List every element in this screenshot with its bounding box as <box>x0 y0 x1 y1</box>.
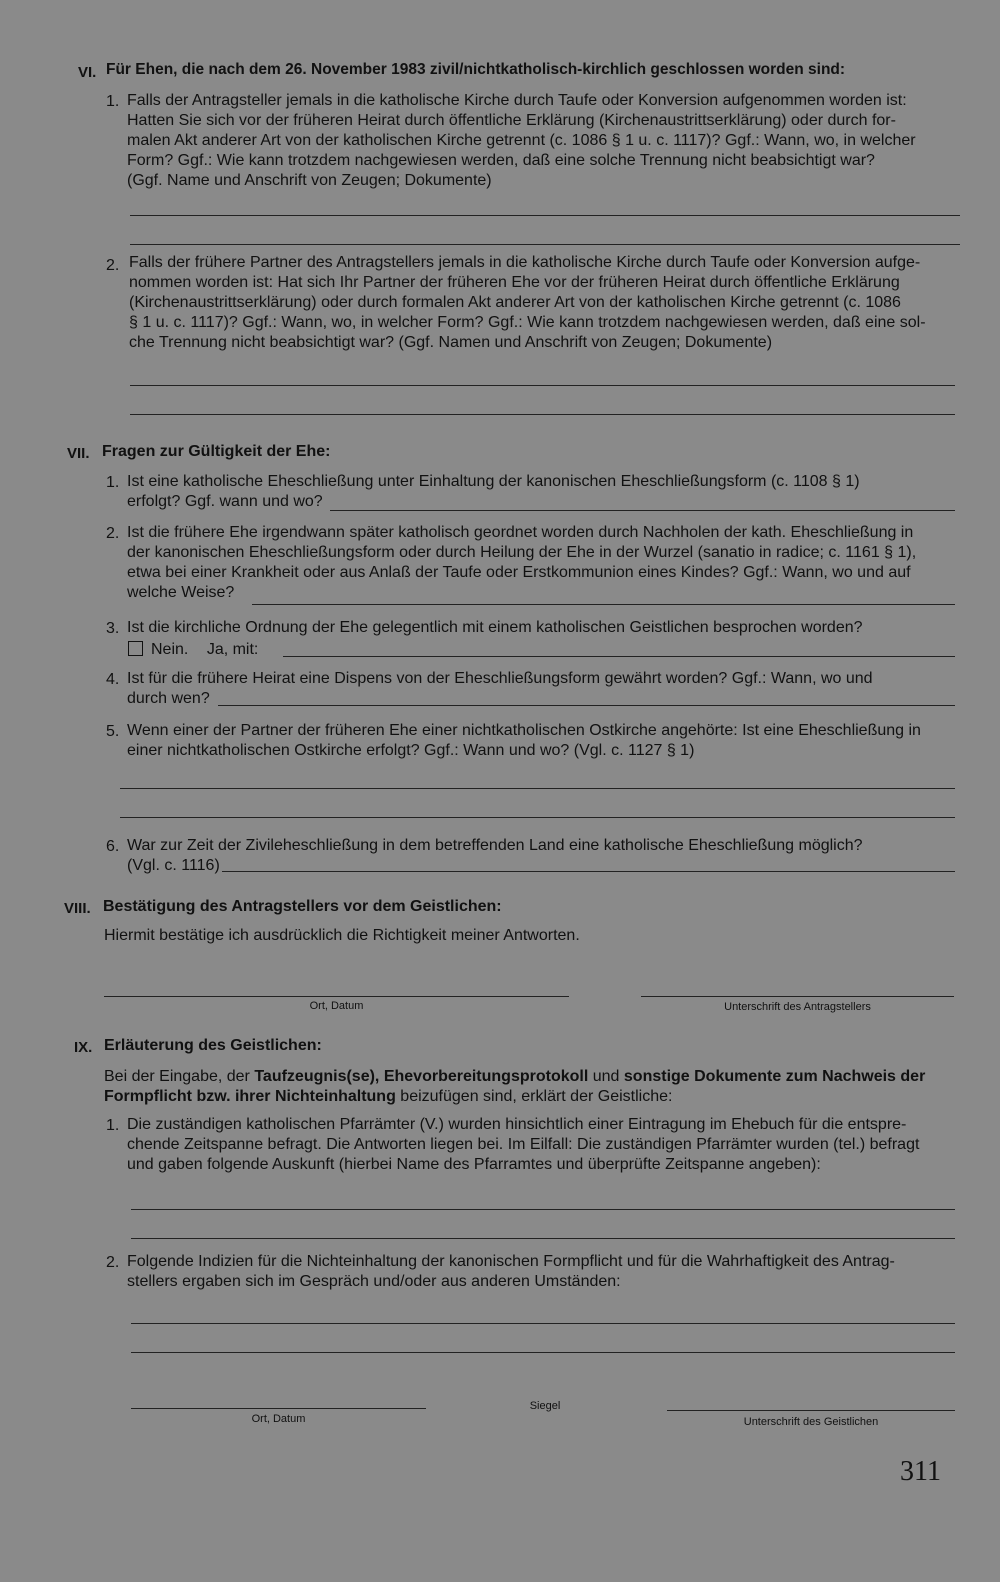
section-ix-item2-text <box>127 1252 962 1292</box>
section-vi-item2-question <box>129 253 964 353</box>
section-vii-item5-question <box>127 721 962 761</box>
answer-line[interactable] <box>330 510 955 511</box>
section-vii-item3-question: Ist die kirchliche Ordnung der Ehe gelegentlich mit einem katholischen Geistlichen besprochen worden? <box>127 619 863 636</box>
intro-bold-text: Formpflicht bzw. ihrer Nichteinhaltung <box>104 1088 396 1105</box>
question-line: nommen worden ist: Hat sich Ihr Partner der früheren Ehe vor der früheren Heirat durch öffentliche Erklärung <box>129 274 900 291</box>
section-vii-item1-question <box>127 472 962 512</box>
question-line: (Vgl. c. 1116) <box>127 857 220 874</box>
question-line: Falls der frühere Partner des Antragstellers jemals in die katholische Kirche durch Taufe oder Konversion aufge- <box>129 254 921 271</box>
section-vii-item1-number: 1. <box>106 474 120 491</box>
answer-line[interactable] <box>130 244 960 245</box>
question-line: Hatten Sie sich vor der früheren Heirat durch öffentliche Erklärung (Kirchenaustrittserklärung) oder durch for- <box>127 112 896 129</box>
question-line: Die zuständigen katholischen Pfarrämter (V.) wurden hinsichtlich einer Eintragung im Ehebuch für die entspre- <box>127 1116 907 1133</box>
question-line: welche Weise? <box>127 584 235 601</box>
section-ix-item2-number: 2. <box>106 1254 120 1271</box>
place-date-label: Ort, Datum <box>251 1413 306 1425</box>
section-vii-title: Fragen zur Gültigkeit der Ehe: <box>102 443 331 460</box>
question-line: etwa bei einer Krankheit oder aus Anlaß der Taufe oder Erstkommunion eines Kindes? Ggf.: Wann, wo und auf <box>127 564 911 581</box>
section-vii-item3-options <box>128 640 258 660</box>
signature-label: Unterschrift des Antragstellers <box>724 1001 871 1013</box>
question-line: War zur Zeit der Zivileheschließung in dem betreffenden Land eine katholische Eheschließung möglich? <box>127 837 863 854</box>
signature-label: Unterschrift des Geistlichen <box>743 1416 879 1428</box>
answer-line[interactable] <box>120 788 955 789</box>
answer-line[interactable] <box>252 604 955 605</box>
section-vi-title: Für Ehen, die nach dem 26. November 1983 zivil/nichtkatholisch-kirchlich geschlossen worden sind: <box>106 61 846 78</box>
question-line: durch wen? <box>127 690 210 707</box>
section-vii-item6-question <box>127 836 962 876</box>
page-number: 311 <box>900 1456 941 1487</box>
question-line: (Kirchenaustrittserklärung) oder durch formalen Akt anderer Art von der katholischen Kirche getrennt (c. 1086 <box>129 294 901 311</box>
section-vii-item6-number: 6. <box>106 838 120 855</box>
place-date-line[interactable] <box>104 996 569 997</box>
answer-line[interactable] <box>283 656 955 657</box>
answer-line[interactable] <box>130 215 960 216</box>
question-line: chende Zeitspanne befragt. Die Antworten liegen bei. Im Eilfall: Die zuständigen Pfarrämter wurden (tel.) befragt <box>127 1136 920 1153</box>
question-line: der kanonischen Eheschließungsform oder durch Heilung der Ehe in der Wurzel (sanatio in radice; c. 1161 § 1), <box>127 544 917 561</box>
section-viii-title: Bestätigung des Antragstellers vor dem Geistlichen: <box>103 898 502 915</box>
section-ix-item1-text <box>127 1115 962 1175</box>
section-viii-number: VIII. <box>64 900 91 917</box>
section-vi-item1-question <box>127 91 962 191</box>
question-line: stellers ergaben sich im Gespräch und/oder aus anderen Umständen: <box>127 1273 621 1290</box>
section-ix-item1-number: 1. <box>106 1117 120 1134</box>
answer-line[interactable] <box>131 1238 955 1239</box>
seal-label: Siegel <box>529 1400 561 1412</box>
section-vi-item2-number: 2. <box>106 257 120 274</box>
yes-label: Ja, mit: <box>206 641 259 658</box>
answer-line[interactable] <box>131 1352 955 1353</box>
question-line: malen Akt anderer Art von der katholischen Kirche getrennt (c. 1086 § 1 u. c. 1117)? Ggf.: Wann, wo, in welcher <box>127 132 916 149</box>
section-vi-number: VI. <box>78 64 97 81</box>
question-line: § 1 u. c. 1117)? Ggf.: Wann, wo, in welcher Form? Ggf.: Wie kann trotzdem nachgewiesen werden, daß eine sol- <box>129 314 926 331</box>
question-line: Form? Ggf.: Wie kann trotzdem nachgewiesen werden, daß eine solche Trennung nicht beabsichtigt war? <box>127 152 875 169</box>
intro-text: und <box>588 1068 624 1085</box>
question-line: (Ggf. Name und Anschrift von Zeugen; Dokumente) <box>127 172 492 189</box>
question-line: Ist eine katholische Eheschließung unter Einhaltung der kanonischen Eheschließungsform (c. 1108 § 1) <box>127 473 860 490</box>
question-line: Folgende Indizien für die Nichteinhaltung der kanonischen Formpflicht und für die Wahrhaftigkeit des Antrag- <box>127 1253 895 1270</box>
question-line: einer nichtkatholischen Ostkirche erfolgt? Ggf.: Wann und wo? (Vgl. c. 1127 § 1) <box>127 742 695 759</box>
section-vii-number: VII. <box>67 445 90 462</box>
no-checkbox[interactable] <box>128 641 143 656</box>
question-line: Ist für die frühere Heirat eine Dispens von der Eheschließungsform gewährt worden? Ggf.: Wann, wo und <box>127 670 873 687</box>
section-viii-statement: Hiermit bestätige ich ausdrücklich die Richtigkeit meiner Antworten. <box>104 927 580 944</box>
place-date-label: Ort, Datum <box>309 1000 364 1012</box>
section-vii-item3-number: 3. <box>106 620 120 637</box>
question-line: erfolgt? Ggf. wann und wo? <box>127 493 323 510</box>
section-vii-item2-question <box>127 523 962 603</box>
answer-line[interactable] <box>120 817 955 818</box>
no-label: Nein. <box>151 641 189 658</box>
section-vii-item2-number: 2. <box>106 525 120 542</box>
section-vii-item5-number: 5. <box>106 723 120 740</box>
intro-bold-text: Taufzeugnis(se), Ehevorbereitungsprotokoll <box>254 1068 589 1085</box>
intro-text: beizufügen sind, erklärt der Geistliche: <box>395 1088 673 1105</box>
intro-bold-text: sonstige Dokumente zum Nachweis der <box>623 1068 926 1085</box>
section-vi-item1-number: 1. <box>106 93 120 110</box>
answer-line[interactable] <box>131 1323 955 1324</box>
signature-line[interactable] <box>641 996 954 997</box>
answer-line[interactable] <box>130 385 955 386</box>
question-line: che Trennung nicht beabsichtigt war? (Ggf. Namen und Anschrift von Zeugen; Dokumente) <box>129 334 773 351</box>
section-vii-item4-question <box>127 669 962 709</box>
section-ix-intro <box>104 1067 964 1107</box>
signature-line[interactable] <box>667 1410 955 1411</box>
intro-text: Bei der Eingabe, der <box>104 1068 255 1085</box>
answer-line[interactable] <box>222 871 955 872</box>
section-ix-title: Erläuterung des Geistlichen: <box>104 1037 322 1054</box>
answer-line[interactable] <box>218 705 955 706</box>
question-line: Falls der Antragsteller jemals in die katholische Kirche durch Taufe oder Konversion aufgenommen worden ist: <box>127 92 907 109</box>
answer-line[interactable] <box>130 414 955 415</box>
question-line: und gaben folgende Auskunft (hierbei Name des Pfarramtes und überprüfte Zeitspanne angeben): <box>127 1156 821 1173</box>
question-line: Wenn einer der Partner der früheren Ehe einer nichtkatholischen Ostkirche angehörte: Ist eine Eheschließung in <box>127 722 921 739</box>
place-date-line[interactable] <box>131 1408 426 1409</box>
section-vii-item4-number: 4. <box>106 671 120 688</box>
question-line: Ist die frühere Ehe irgendwann später katholisch geordnet worden durch Nachholen der kath. Eheschließung in <box>127 524 914 541</box>
section-ix-number: IX. <box>74 1039 93 1056</box>
answer-line[interactable] <box>131 1209 955 1210</box>
